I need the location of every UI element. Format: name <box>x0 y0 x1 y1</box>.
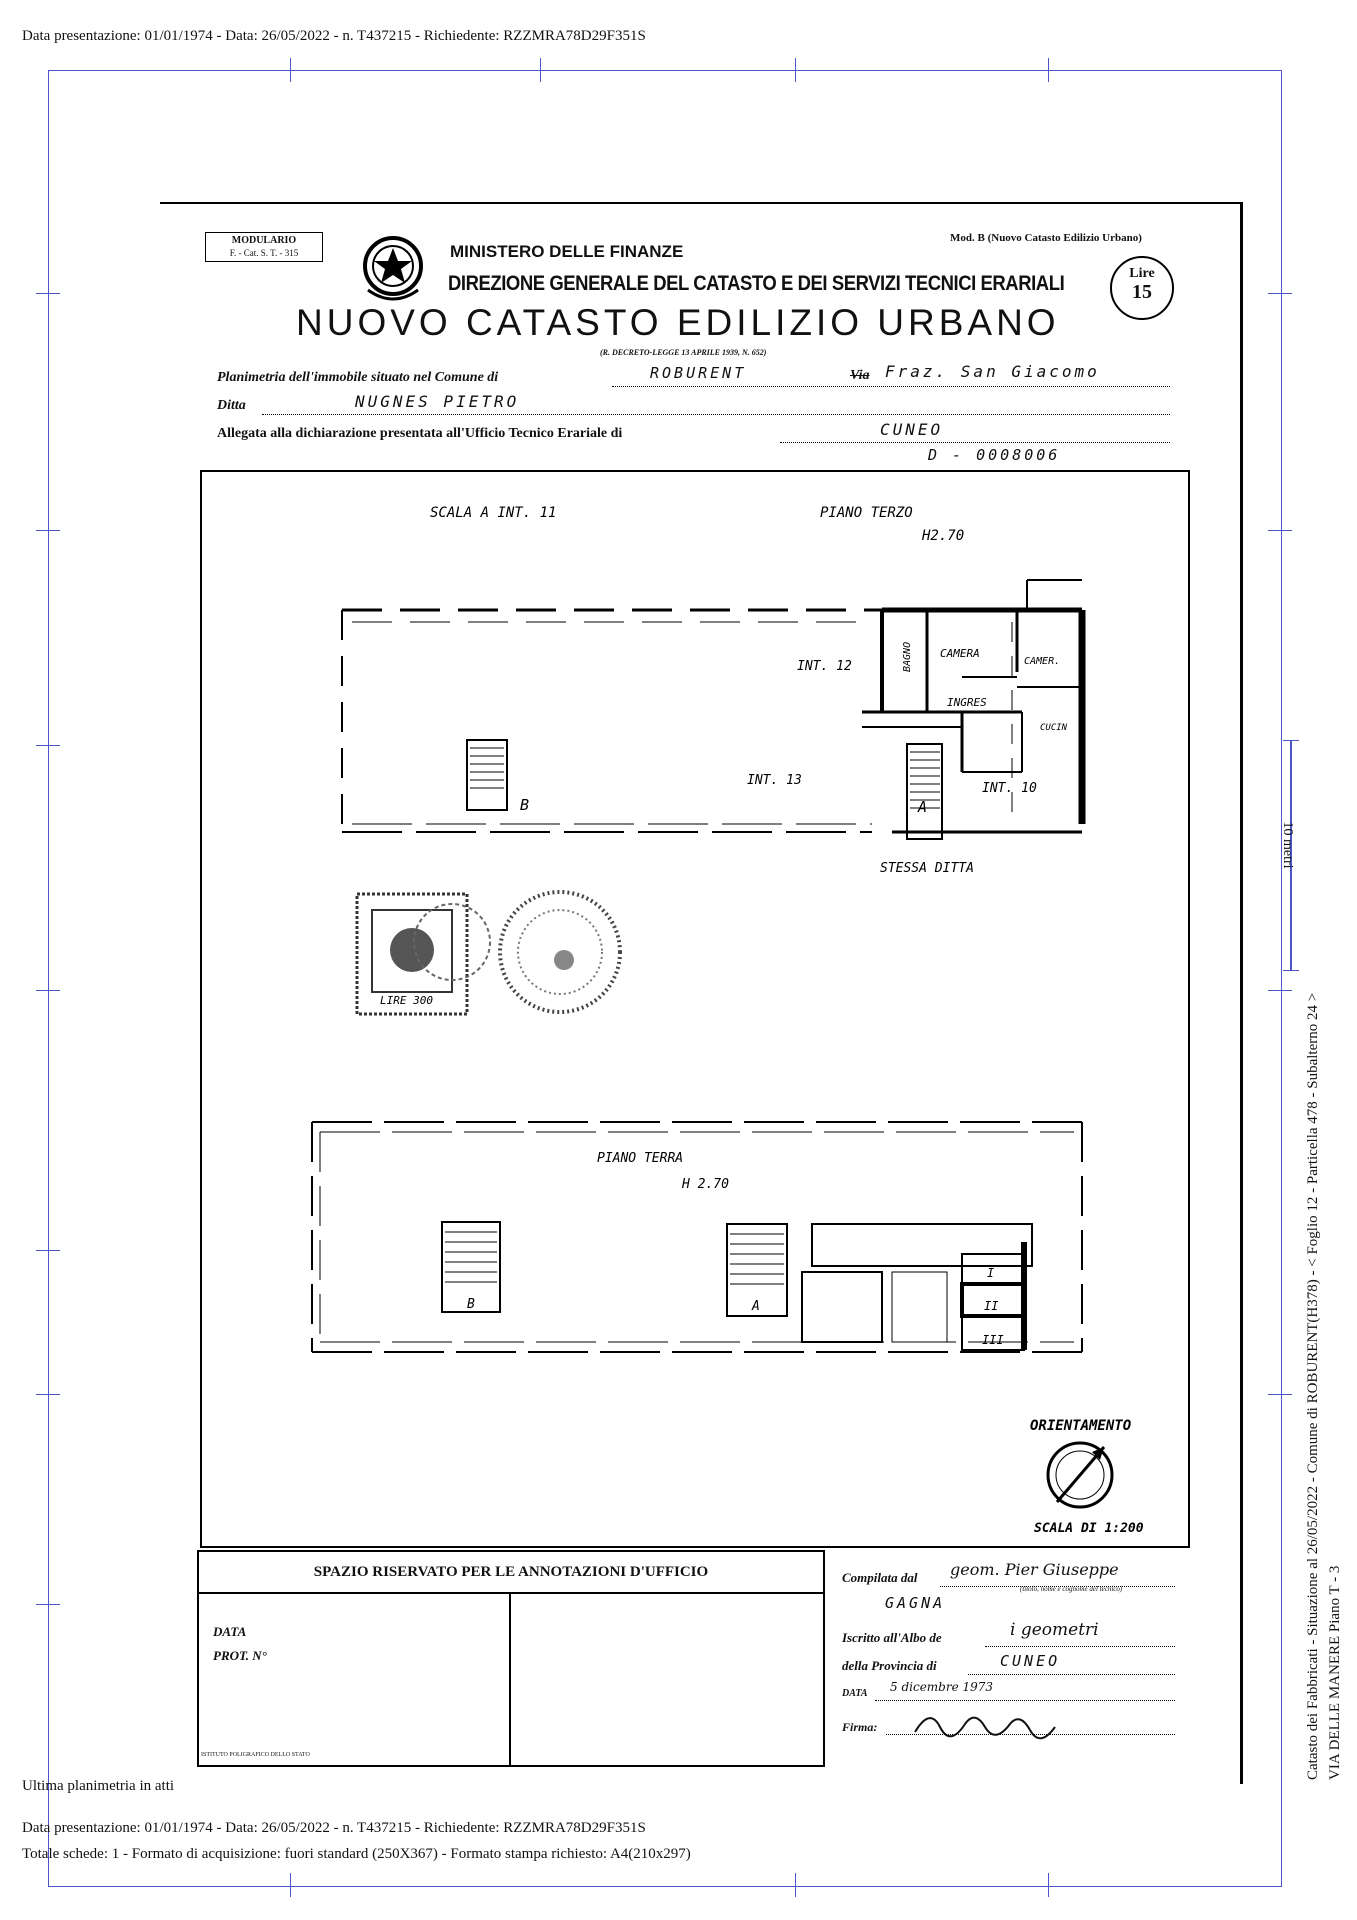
orientamento-label: ORIENTAMENTO <box>1030 1418 1132 1434</box>
cucin-label: CUCIN <box>1040 723 1068 733</box>
frame-tick <box>36 1250 60 1251</box>
planimetria-label: Planimetria dell'immobile situato nel Comune di <box>217 370 499 385</box>
stair-steps-lower <box>445 1232 784 1284</box>
ufficio-value: CUNEO <box>880 420 944 439</box>
last-plan-label: Ultima planimetria in atti <box>22 1778 175 1794</box>
mod-b-label: Mod. B (Nuovo Catasto Edilizio Urbano) <box>950 232 1142 244</box>
reserved-box <box>197 1550 825 1767</box>
frame-tick <box>1268 1394 1292 1395</box>
frame-tick <box>540 58 541 82</box>
data-label: DATA <box>213 1624 247 1639</box>
scala-label: SCALA DI 1:200 <box>1034 1521 1144 1536</box>
prot-label: PROT. N° <box>213 1648 267 1663</box>
compilata-value2: GAGNA <box>885 1594 946 1612</box>
side-caption-line2: VIA DELLE MANERE Piano T - 3 <box>1327 1565 1343 1780</box>
decree-label: (R. DECRETO-LEGGE 13 APRILE 1939, N. 652) <box>600 348 767 357</box>
compilata-label: Compilata dal <box>842 1570 918 1585</box>
direction-label: DIREZIONE GENERALE DEL CATASTO E DEI SERVIZI TECNICI ERARIALI <box>448 272 1065 295</box>
modulario-code: F. - Cat. S. T. - 315 <box>229 248 299 258</box>
data2-label: DATA <box>842 1688 868 1699</box>
allegata-line <box>780 426 1170 443</box>
side-caption-line1: Catasto dei Fabbricati - Situazione al 26/05/2022 - Comune di ROBURENT(H378) - < Foglio 12 - Particella 478 - Subalterno 24 > <box>1305 992 1321 1780</box>
via-value: Fraz. San Giacomo <box>885 362 1100 381</box>
ditta-value: NUGNES PIETRO <box>355 392 520 411</box>
iscritto-label: Iscritto all'Albo de <box>842 1630 942 1645</box>
modulario-box <box>205 232 323 262</box>
frame-tick <box>795 1873 796 1897</box>
reserved-title: SPAZIO RISERVATO PER LE ANNOTAZIONI D'UFFICIO <box>199 1552 823 1594</box>
frame-tick <box>1268 530 1292 531</box>
frame-tick <box>1268 293 1292 294</box>
cell-label-1: I <box>987 1266 995 1280</box>
lower-h-label: H 2.70 <box>682 1177 729 1192</box>
upper-piano-label: PIANO TERZO <box>820 505 913 521</box>
stessa-ditta-label: STESSA DITTA <box>880 861 974 876</box>
stair-b-lower: B <box>467 1297 475 1312</box>
protocollo-value: D - 0008006 <box>928 446 1061 464</box>
scale-bar-end <box>1283 740 1299 741</box>
ministry-label: MINISTERO DELLE FINANZE <box>450 242 684 261</box>
frame-tick <box>795 58 796 82</box>
header-line: Data presentazione: 01/01/1974 - Data: 26/05/2022 - n. T437215 - Richiedente: RZZMRA78D29F351S <box>22 28 646 44</box>
compilata-note: (titolo, nome e cognome del tecnico) <box>1020 1585 1123 1593</box>
lire-label: Lire <box>1129 266 1155 281</box>
int12-label: INT. 12 <box>797 659 852 674</box>
stair-b-upper: B <box>520 796 530 814</box>
footer-line-2: Totale schede: 1 - Formato di acquisizione: fuori standard (250X367) - Formato stampa richiesto: A4(210x297) <box>22 1846 691 1862</box>
emblem-icon <box>358 228 428 308</box>
frame-tick <box>36 745 60 746</box>
iscritto-value: i geometri <box>1010 1620 1099 1640</box>
compilata-value: geom. Pier Giuseppe <box>950 1560 1119 1579</box>
round-seal <box>500 892 620 1012</box>
upper-h-label: H2.70 <box>922 528 965 544</box>
frame-tick <box>36 293 60 294</box>
frame-tick <box>1048 1873 1049 1897</box>
comune-value: ROBURENT <box>650 364 747 382</box>
ingres-label: INGRES <box>947 696 987 709</box>
provincia-value: CUNEO <box>1000 1652 1061 1670</box>
footer-line-1: Data presentazione: 01/01/1974 - Data: 26/05/2022 - n. T437215 - Richiedente: RZZMRA78D29F351S <box>22 1820 646 1836</box>
lower-floor-plan <box>312 1122 1082 1352</box>
modulario-label: MODULARIO <box>231 235 297 246</box>
allegata-label: Allegata alla dichiarazione presentata all'Ufficio Tecnico Erariale di <box>217 426 623 441</box>
frame-tick <box>36 990 60 991</box>
frame-tick <box>1048 58 1049 82</box>
int13-label: INT. 13 <box>747 773 802 788</box>
upper-scala-label: SCALA A INT. 11 <box>430 505 557 521</box>
signature-image <box>910 1702 1060 1742</box>
lower-piano-label: PIANO TERRA <box>597 1151 684 1166</box>
stamp-value: LIRE 300 <box>380 994 433 1007</box>
data2-value: 5 dicembre 1973 <box>890 1680 994 1694</box>
side-caption <box>1302 780 1346 1780</box>
frame-tick <box>36 530 60 531</box>
frame-tick <box>36 1604 60 1605</box>
floor-plan-drawing <box>202 472 1188 1546</box>
upper-floor-plan <box>342 580 1082 839</box>
via-label: Via <box>850 368 870 383</box>
camera-label-1: CAMERA <box>940 647 980 660</box>
lire-stamp <box>1110 256 1174 320</box>
frame-tick <box>1268 990 1292 991</box>
floor-plan-panel <box>200 470 1190 1548</box>
stair-a-upper: A <box>918 798 928 816</box>
istituto-label: ISTITUTO POLIGRAFICO DELLO STATO <box>201 1752 310 1758</box>
compass-icon <box>1048 1443 1112 1507</box>
provincia-label: della Provincia di <box>842 1658 937 1673</box>
firma-label: Firma: <box>842 1720 878 1734</box>
scale-bar-label: 10 metri <box>1280 821 1295 869</box>
scale-bar-end <box>1283 970 1299 971</box>
int10-label: INT. 10 <box>982 781 1037 796</box>
stair-a-lower: A <box>752 1299 760 1314</box>
cell-label-2: II <box>984 1299 999 1313</box>
document-title: NUOVO CATASTO EDILIZIO URBANO <box>296 302 1060 343</box>
bagno-label: BAGNO <box>902 641 913 672</box>
frame-tick <box>36 1394 60 1395</box>
camera-label-2: CAMER. <box>1024 656 1061 667</box>
revenue-stamp <box>357 894 490 1014</box>
lire-value: 15 <box>1132 281 1152 303</box>
frame-tick <box>290 1873 291 1897</box>
ditta-label: Ditta <box>217 398 246 413</box>
cell-label-3: III <box>982 1333 1004 1347</box>
reserved-divider <box>509 1592 511 1765</box>
stair-steps-upper <box>470 748 940 808</box>
frame-tick <box>290 58 291 82</box>
